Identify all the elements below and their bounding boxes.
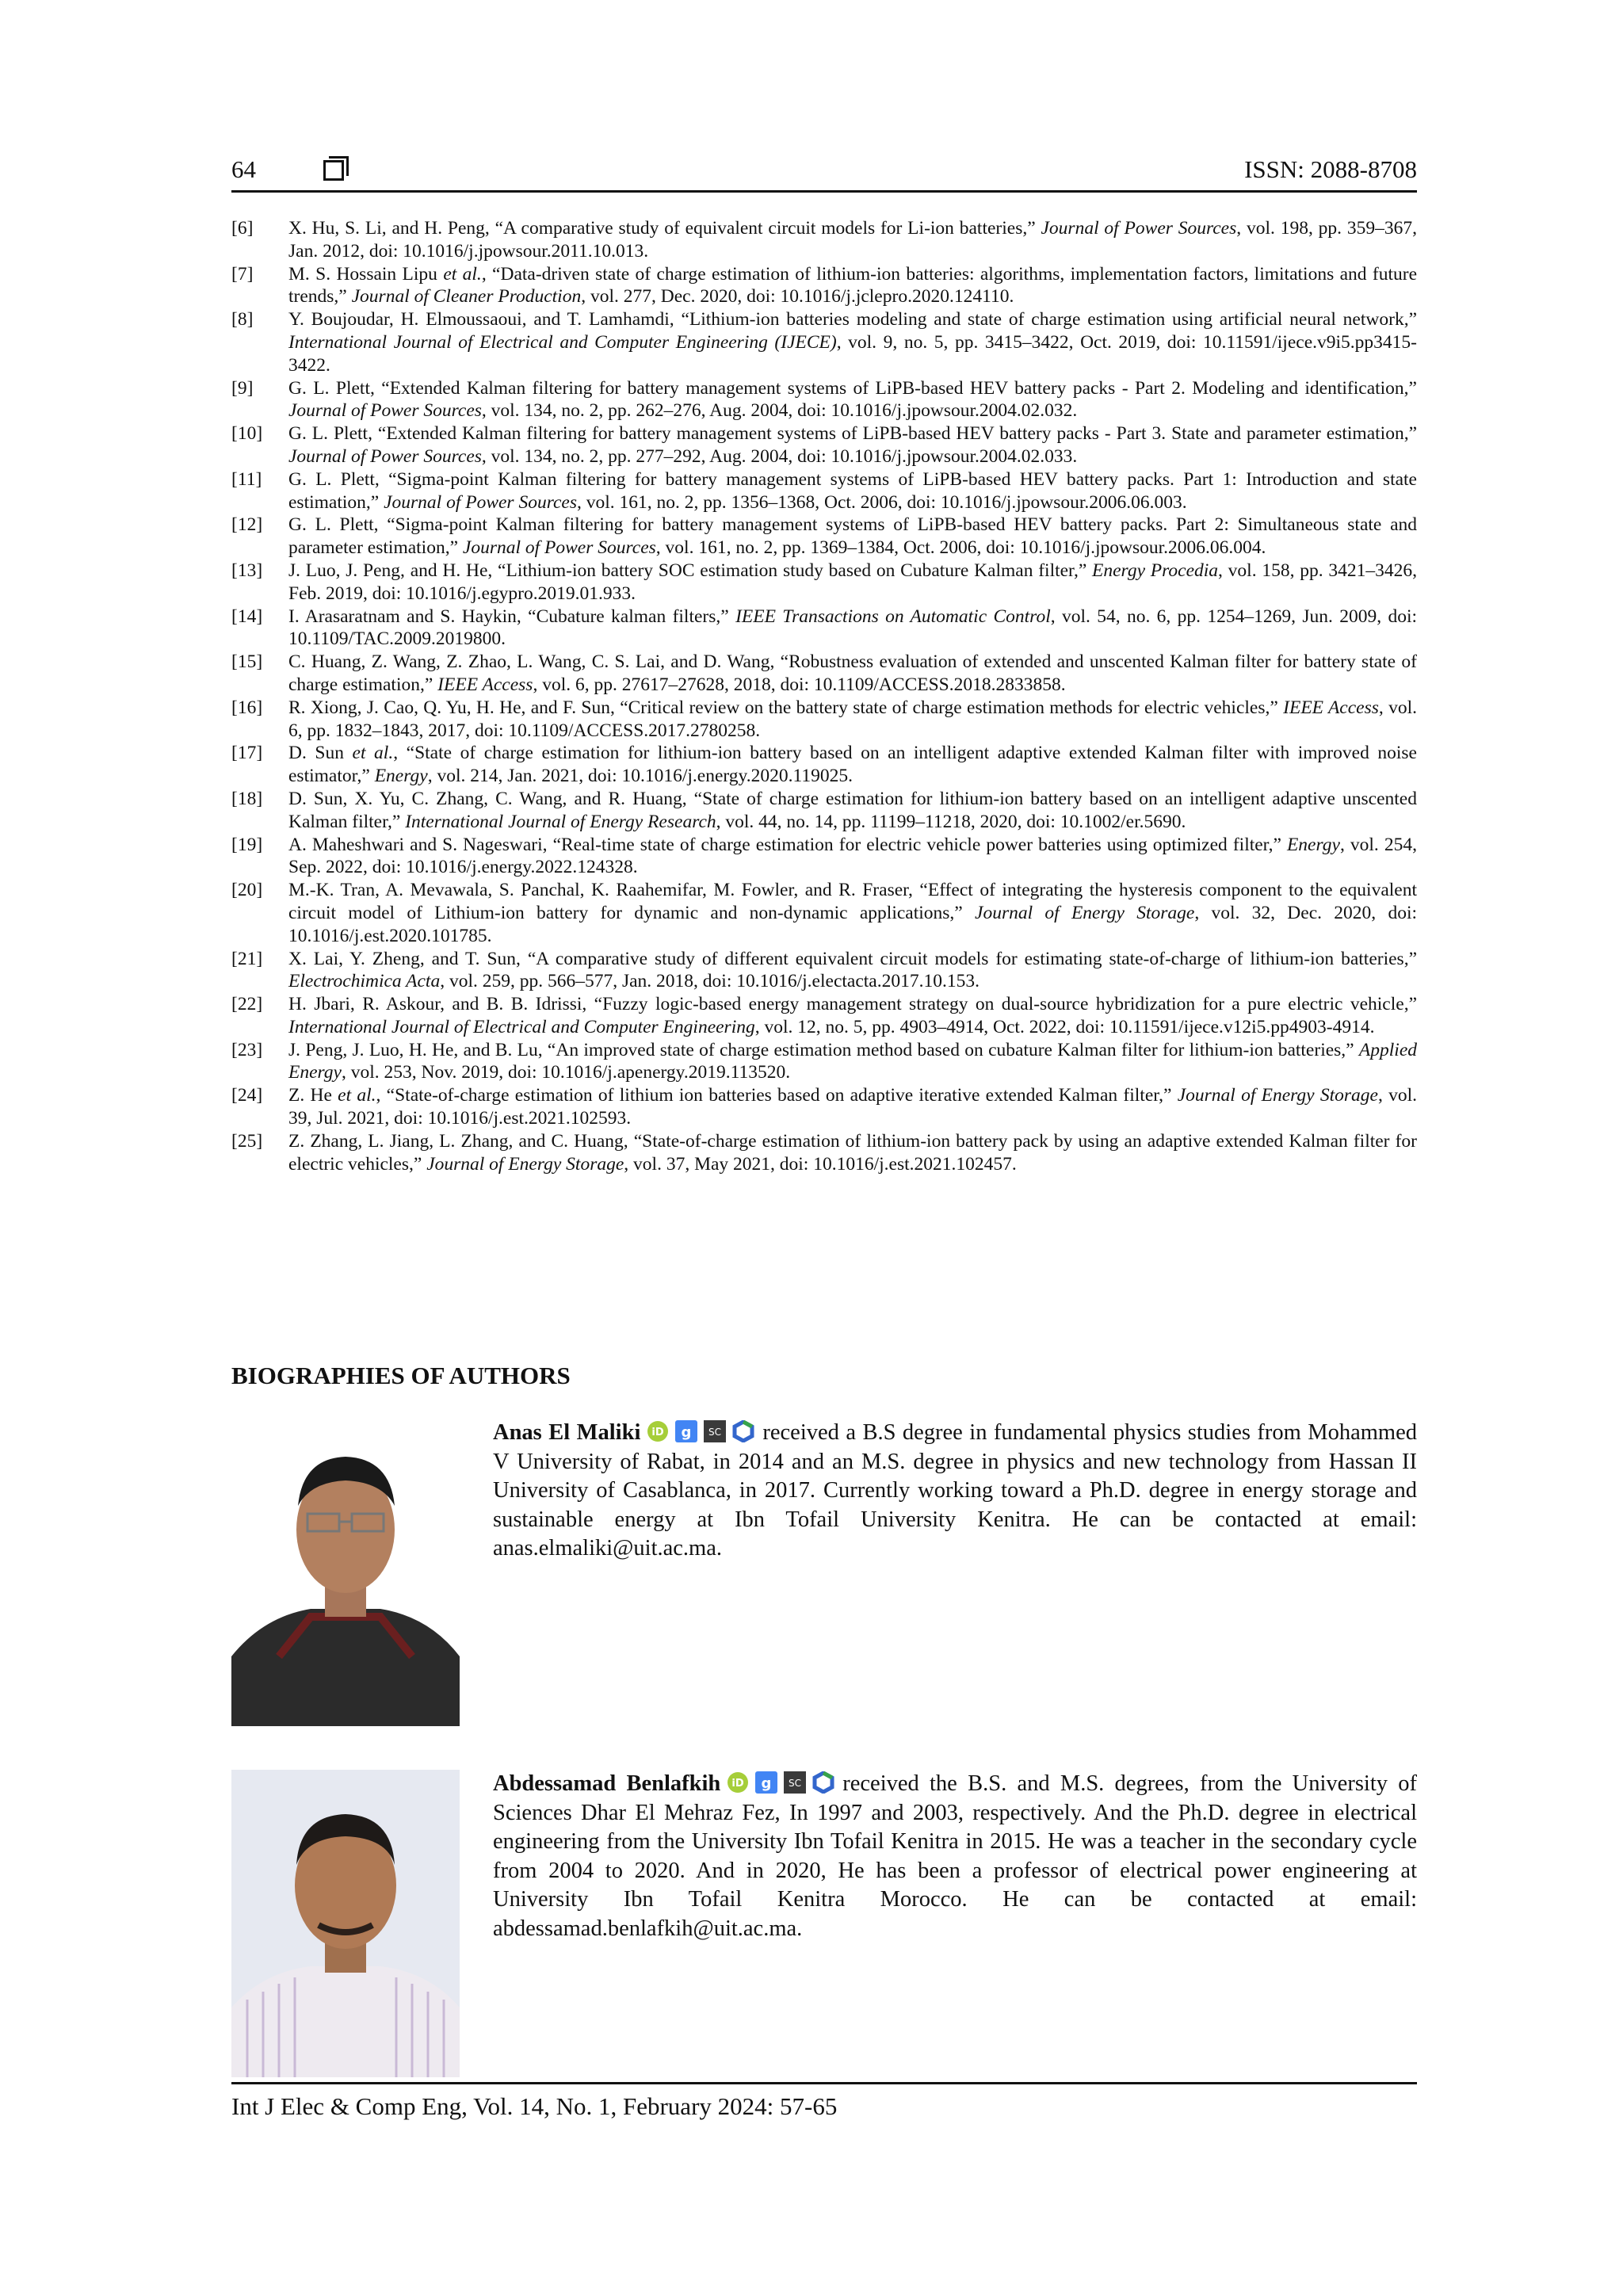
author-bio-text [493,1770,1417,1943]
google-scholar-icon[interactable] [675,1420,697,1442]
reference-number: [17] [231,743,263,764]
reference-segment: , vol. 253, Nov. 2019, doi: 10.1016/j.apenergy.2019.113520. [342,1062,791,1083]
reference-segment: , “State-of-charge estimation of lithium ion batteries based on adaptive iterative extended Kalman filter,” [376,1085,1178,1106]
reference-text [288,697,1417,743]
reference-number: [8] [231,309,254,330]
reference-item [231,948,1417,994]
reference-segment: M.-K. Tran, A. Mevawala, S. Panchal, K. Raahemifar, M. Fowler, and R. Fraser, “Effect of integrating the hysteresis component to the equivalent circuit model of Lithium-ion battery for dynamic and non-dynamic applications,” [288,880,1417,923]
reference-segment: Z. He [288,1085,338,1106]
svg-text:g: g [681,1424,692,1441]
reference-segment: , vol. 134, no. 2, pp. 262–276, Aug. 2004, doi: 10.1016/j.jpowsour.2004.02.032. [481,400,1078,422]
reference-segment: J. Luo, J. Peng, and H. He, “Lithium-ion battery SOC estimation study based on Cubature Kalman filter,” [288,560,1093,581]
reference-item [231,468,1417,514]
reference-segment: R. Xiong, J. Cao, Q. Yu, H. He, and F. Sun, “Critical review on the battery state of charge estimation methods for electric vehicles,” [288,697,1284,718]
reference-item [231,606,1417,651]
reference-source: Journal of Energy Storage [426,1153,624,1175]
reference-segment: Y. Boujoudar, H. Elmoussaoui, and T. Lamhamdi, “Lithium-ion batteries modeling and state of charge estimation using artificial neural network,” [288,309,1417,330]
reference-text [288,560,1417,606]
author-name: Anas El Maliki [493,1420,641,1445]
reference-text [288,993,1417,1039]
reference-source: Journal of Energy Storage [975,902,1195,923]
publons-icon[interactable] [732,1420,754,1442]
reference-number: [18] [231,788,263,809]
reference-text [288,263,1417,309]
reference-segment: , “State of charge estimation for lithium-ion battery based on an intelligent adaptive extended Kalman filter with improved noise estimator,” [288,743,1417,787]
reference-source: International Journal of Energy Research [405,811,716,832]
reference-source: Journal of Power Sources [288,445,482,467]
reference-segment: , vol. 254, Sep. 2022, doi: 10.1016/j.energy.2022.124328. [288,834,1417,878]
page-number: 64 [231,155,256,183]
reference-text [288,308,1417,376]
reference-segment: D. Sun [288,743,353,764]
reference-source: Journal of Energy Storage [1177,1085,1378,1106]
reference-segment: M. S. Hossain Lipu [288,263,444,285]
reference-segment: , vol. 161, no. 2, pp. 1369–1384, Oct. 2006, doi: 10.1016/j.jpowsour.2006.06.004. [655,537,1266,559]
reference-source: et al. [352,743,394,764]
svg-text:iD: iD [651,1427,664,1438]
header-rule [231,190,1417,193]
reference-number: [22] [231,994,263,1015]
google-scholar-icon[interactable] [755,1771,777,1794]
reference-segment: , “Data-driven state of charge estimation of lithium-ion batteries: algorithms, implementation factors, limitations and future trends,” [288,263,1418,308]
reference-source: Journal of Power Sources [1041,218,1237,239]
svg-text:SC: SC [789,1778,802,1789]
reference-source: Journal of Power Sources [384,491,577,513]
reference-segment: C. Huang, Z. Wang, Z. Zhao, L. Wang, C. S. Lai, and D. Wang, “Robustness evaluation of extended and unscented Kalman filter for battery state of charge estimation,” [288,651,1417,695]
svg-text:g: g [761,1775,772,1792]
reference-item [231,1130,1417,1176]
reference-segment: , vol. 32, Dec. 2020, doi: 10.1016/j.est.2020.101785. [288,902,1417,946]
reference-segment: , vol. 39, Jul. 2021, doi: 10.1016/j.est.2021.102593. [288,1085,1418,1129]
footer-rule [231,2082,1417,2084]
reference-number: [9] [231,377,254,399]
reference-item [231,879,1417,947]
reference-text [288,948,1417,994]
reference-item [231,560,1417,606]
svg-text:SC: SC [708,1427,722,1438]
reference-item [231,308,1417,376]
reference-source: Applied Energy [288,1039,1417,1083]
reference-text [288,468,1417,514]
reference-item [231,651,1417,697]
reference-source: International Journal of Electrical and Computer Engineering (IJECE) [288,331,837,353]
issn: ISSN: 2088-8708 [1244,155,1417,183]
author-photo [231,1419,460,1726]
reference-text [288,651,1417,697]
reference-text [288,879,1417,947]
reference-number: [15] [231,651,263,673]
reference-source: Energy [1286,834,1340,855]
scopus-icon[interactable] [704,1420,726,1442]
reference-segment: , vol. 134, no. 2, pp. 277–292, Aug. 2004, doi: 10.1016/j.jpowsour.2004.02.033. [481,445,1078,467]
reference-item [231,834,1417,880]
reference-segment: H. Jbari, R. Askour, and B. B. Idrissi, “Fuzzy logic-based energy management strategy on dual-source hybridization for a pure electric vehicle,” [288,994,1417,1015]
reference-number: [19] [231,834,263,855]
author-bio-body: received the B.S. and M.S. degrees, from the University of Sciences Dhar El Mehraz Fez, In 1997 and 2003, respectively. And the Ph.D. degree in electrical engineering from the University Ibn Tofail Kenitra in 2015. He was a teacher in the secondary cycle from 2004 to 2020. And in 2020, He has been a professor of electrical power engineering at University Ibn Tofail Kenitra Morocco. He can be contacted at email: abdessamad.benlafkih@uit.ac.ma. [493,1771,1417,1941]
reference-source: IEEE Access [437,674,533,695]
reference-text [288,606,1417,651]
orcid-icon[interactable] [727,1771,749,1794]
reference-number: [21] [231,948,263,969]
reference-segment: , vol. 44, no. 14, pp. 11199–11218, 2020, doi: 10.1002/er.5690. [716,811,1186,832]
reference-segment: , vol. 6, pp. 27617–27628, 2018, doi: 10.1109/ACCESS.2018.2833858. [533,674,1066,695]
reference-number: [12] [231,514,263,536]
reference-segment: X. Hu, S. Li, and H. Peng, “A comparative study of equivalent circuit models for Li-ion batteries,” [288,218,1041,239]
reference-text [288,514,1417,560]
svg-text:iD: iD [731,1778,744,1790]
reference-segment: G. L. Plett, “Extended Kalman filtering for battery management systems of LiPB-based HEV battery packs - Part 3. State and parameter estimation,” [288,423,1417,445]
reference-item [231,993,1417,1039]
reference-text [288,422,1417,468]
reference-text [288,788,1417,834]
reference-number: [11] [231,468,262,490]
reference-number: [10] [231,423,263,445]
reference-number: [16] [231,697,263,718]
reference-item [231,742,1417,788]
reference-segment: G. L. Plett, “Sigma-point Kalman filtering for battery management systems of LiPB-based HEV battery packs. Part 2: Simultaneous state and parameter estimation,” [288,514,1417,559]
author-bio-text [493,1419,1417,1564]
reference-segment: X. Lai, Y. Zheng, and T. Sun, “A comparative study of different equivalent circuit models for estimating state-of-charge of lithium-ion batteries,” [288,948,1417,969]
reference-number: [14] [231,606,263,627]
scopus-icon[interactable] [784,1771,806,1794]
reference-item [231,422,1417,468]
reference-segment: , vol. 161, no. 2, pp. 1356–1368, Oct. 2006, doi: 10.1016/j.jpowsour.2006.06.003. [577,491,1187,513]
reference-item [231,514,1417,560]
reference-segment: , vol. 198, pp. 359–367, Jan. 2012, doi: 10.1016/j.jpowsour.2011.10.013. [288,218,1417,262]
reference-number: [7] [231,263,254,285]
reference-segment: J. Peng, J. Luo, H. He, and B. Lu, “An improved state of charge estimation method based on cubature Kalman filter for lithium-ion batteries,” [288,1039,1359,1060]
reference-segment: , vol. 9, no. 5, pp. 3415–3422, Oct. 2019, doi: 10.11591/ijece.v9i5.pp3415-3422. [288,331,1417,376]
reference-text [288,1084,1417,1130]
reference-segment: , vol. 54, no. 6, pp. 1254–1269, Jun. 2009, doi: 10.1109/TAC.2009.2019800. [288,606,1418,650]
reference-item [231,217,1417,263]
reference-source: Electrochimica Acta [288,971,441,992]
orcid-icon[interactable] [647,1420,669,1442]
reference-item [231,1084,1417,1130]
reference-text [288,742,1417,788]
reference-segment: Z. Zhang, L. Jiang, L. Zhang, and C. Huang, “State-of-charge estimation of lithium-ion battery pack by using an adaptive extended Kalman filter for electric vehicles,” [288,1130,1417,1175]
reference-source: Energy [374,766,428,787]
reference-segment: D. Sun, X. Yu, C. Zhang, C. Wang, and R. Huang, “State of charge estimation for lithium-ion battery based on an intelligent adaptive unscented Kalman filter,” [288,788,1417,832]
author-bio-body: received a B.S degree in fundamental physics studies from Mohammed V University of Rabat, in 2014 and an M.S. degree in physics and new technology from Hassan II University of Casablanca, in 2017. Currently working toward a Ph.D. degree in energy storage and sustainable energy at Ibn Tofail University Kenitra. He can be contacted at email: anas.elmaliki@uit.ac.ma. [493,1420,1417,1561]
reference-number: [13] [231,560,263,581]
publons-icon[interactable] [812,1771,834,1794]
reference-item [231,377,1417,423]
reference-source: Energy Procedia [1092,560,1219,581]
reference-number: [23] [231,1039,263,1060]
reference-source: Journal of Cleaner Production [351,286,582,308]
reference-item [231,697,1417,743]
reference-source: et al. [338,1085,376,1106]
reference-text [288,217,1417,263]
reference-segment: I. Arasaratnam and S. Haykin, “Cubature kalman filters,” [288,606,736,627]
reference-source: Journal of Power Sources [462,537,656,559]
author-name: Abdessamad Benlafkih [493,1771,721,1796]
journal-footer: Int J Elec & Comp Eng, Vol. 14, No. 1, February 2024: 57-65 [231,2092,838,2120]
reference-number: [6] [231,218,254,239]
reference-item [231,263,1417,309]
reference-source: International Journal of Electrical and Computer Engineering [288,1016,755,1037]
square-bullet-icon [323,160,344,181]
reference-item [231,788,1417,834]
reference-segment: , vol. 214, Jan. 2021, doi: 10.1016/j.energy.2020.119025. [427,766,854,787]
reference-number: [20] [231,880,263,901]
author-photo [231,1770,460,2077]
reference-text [288,1039,1417,1085]
reference-item [231,1039,1417,1085]
page-header [231,155,1417,190]
reference-source: IEEE Access [1283,697,1379,718]
reference-segment: , vol. 37, May 2021, doi: 10.1016/j.est.2021.102457. [624,1153,1017,1175]
reference-text [288,834,1417,880]
reference-segment: , vol. 6, pp. 1832–1843, 2017, doi: 10.1109/ACCESS.2017.2780258. [288,697,1418,741]
reference-segment: G. L. Plett, “Sigma-point Kalman filtering for battery management systems of LiPB-based HEV battery packs. Part 1: Introduction and state estimation,” [288,468,1417,513]
reference-segment: , vol. 12, no. 5, pp. 4903–4914, Oct. 2022, doi: 10.11591/ijece.v12i5.pp4903-4914. [754,1016,1375,1037]
reference-number: [24] [231,1085,263,1106]
reference-segment: , vol. 277, Dec. 2020, doi: 10.1016/j.jclepro.2020.124110. [581,286,1014,308]
reference-number: [25] [231,1130,263,1152]
reference-list [231,217,1417,1175]
reference-text [288,377,1417,423]
reference-segment: , vol. 259, pp. 566–577, Jan. 2018, doi: 10.1016/j.electacta.2017.10.153. [440,971,980,992]
reference-text [288,1130,1417,1176]
reference-segment: A. Maheshwari and S. Nageswari, “Real-time state of charge estimation for electric vehicle power batteries using optimized filter,” [288,834,1287,855]
reference-segment: , vol. 158, pp. 3421–3426, Feb. 2019, doi: 10.1016/j.egypro.2019.01.933. [288,560,1417,604]
reference-source: et al. [443,263,482,285]
reference-source: Journal of Power Sources [288,400,482,422]
reference-segment: G. L. Plett, “Extended Kalman filtering for battery management systems of LiPB-based HEV battery packs - Part 2. Modeling and identification,” [288,377,1417,399]
reference-source: IEEE Transactions on Automatic Control [735,606,1051,627]
biographies-heading: BIOGRAPHIES OF AUTHORS [231,1362,571,1389]
